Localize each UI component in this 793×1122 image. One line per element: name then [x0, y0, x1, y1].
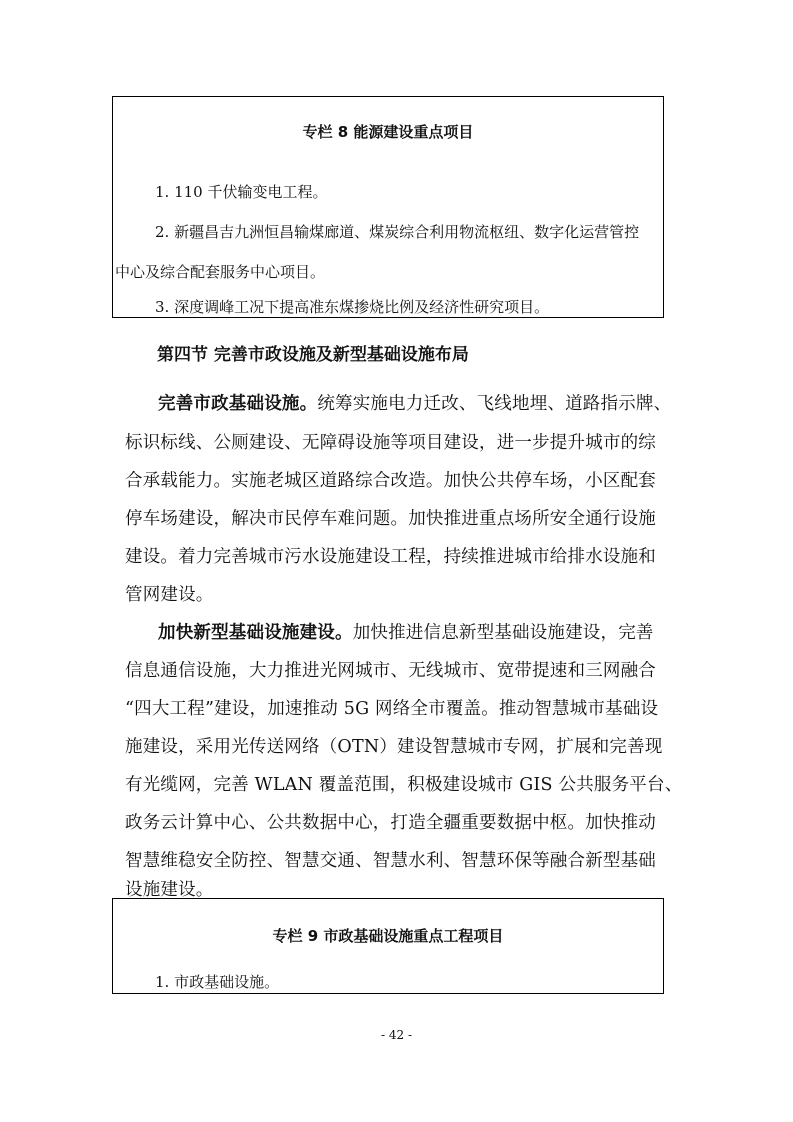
feature-box-title: 专栏 9 市政基础设施重点工程项目: [272, 927, 504, 945]
feature-box-item: 1. 市政基础设施。: [155, 973, 280, 991]
paragraph-line: 停车场建设，解决市民停车难问题。加快推进重点场所安全通行设施: [125, 509, 656, 529]
feature-box-item: 2. 新疆昌吉九洲恒昌输煤廊道、煤炭综合利用物流枢纽、数字化运营管控: [155, 223, 640, 241]
feature-box-municipal: [112, 898, 664, 994]
feature-box-item: 1. 110 千伏输变电工程。: [155, 183, 328, 201]
paragraph-lead: 加快新型基础设施建设。: [158, 623, 353, 643]
paragraph-line: 合承载能力。实施老城区道路综合改造。加快公共停车场，小区配套: [125, 471, 656, 491]
paragraph-line: 有光缆网，完善 WLAN 覆盖范围，积极建设城市 GIS 公共服务平台、: [125, 775, 683, 795]
paragraph-line: “四大工程”建设，加速推动 5G 网络全市覆盖。推动智慧城市基础设: [125, 699, 659, 719]
paragraph-line: [158, 390, 671, 415]
paragraph-lead: 完善市政基础设施。: [158, 394, 318, 414]
feature-box-item: 3. 深度调峰工况下提高准东煤掺烧比例及经济性研究项目。: [155, 298, 550, 316]
feature-box-energy: [112, 96, 664, 318]
paragraph-text: 加快推进信息新型基础设施建设，完善: [352, 623, 654, 643]
feature-box-item-continuation: 中心及综合配套服务中心项目。: [115, 263, 326, 281]
paragraph-line: 建设。着力完善城市污水设施建设工程，持续推进城市给排水设施和: [125, 547, 656, 567]
paragraph-line: 标识标线、公厕建设、无障碍设施等项目建设，进一步提升城市的综: [125, 433, 656, 453]
paragraph-line: 施建设，采用光传送网络（OTN）建设智慧城市专网，扩展和完善现: [125, 737, 663, 757]
section-heading: 第四节 完善市政设施及新型基础设施布局: [157, 345, 469, 365]
feature-box-title: 专栏 8 能源建设重点项目: [302, 123, 474, 141]
paragraph-text: 统筹实施电力迁改、飞线地埋、道路指示牌、: [317, 394, 672, 414]
paragraph-line: 管网建设。: [125, 585, 214, 605]
page-number: - 42 -: [380, 1028, 412, 1042]
paragraph-line: 政务云计算中心、公共数据中心，打造全疆重要数据中枢。加快推动: [125, 813, 656, 833]
paragraph-line: 智慧维稳安全防控、智慧交通、智慧水利、智慧环保等融合新型基础: [125, 851, 656, 871]
paragraph-line: 设施建设。: [125, 880, 214, 900]
paragraph-line: [158, 619, 654, 644]
paragraph-line: 信息通信设施，大力推进光网城市、无线城市、宽带提速和三网融合: [125, 661, 656, 681]
